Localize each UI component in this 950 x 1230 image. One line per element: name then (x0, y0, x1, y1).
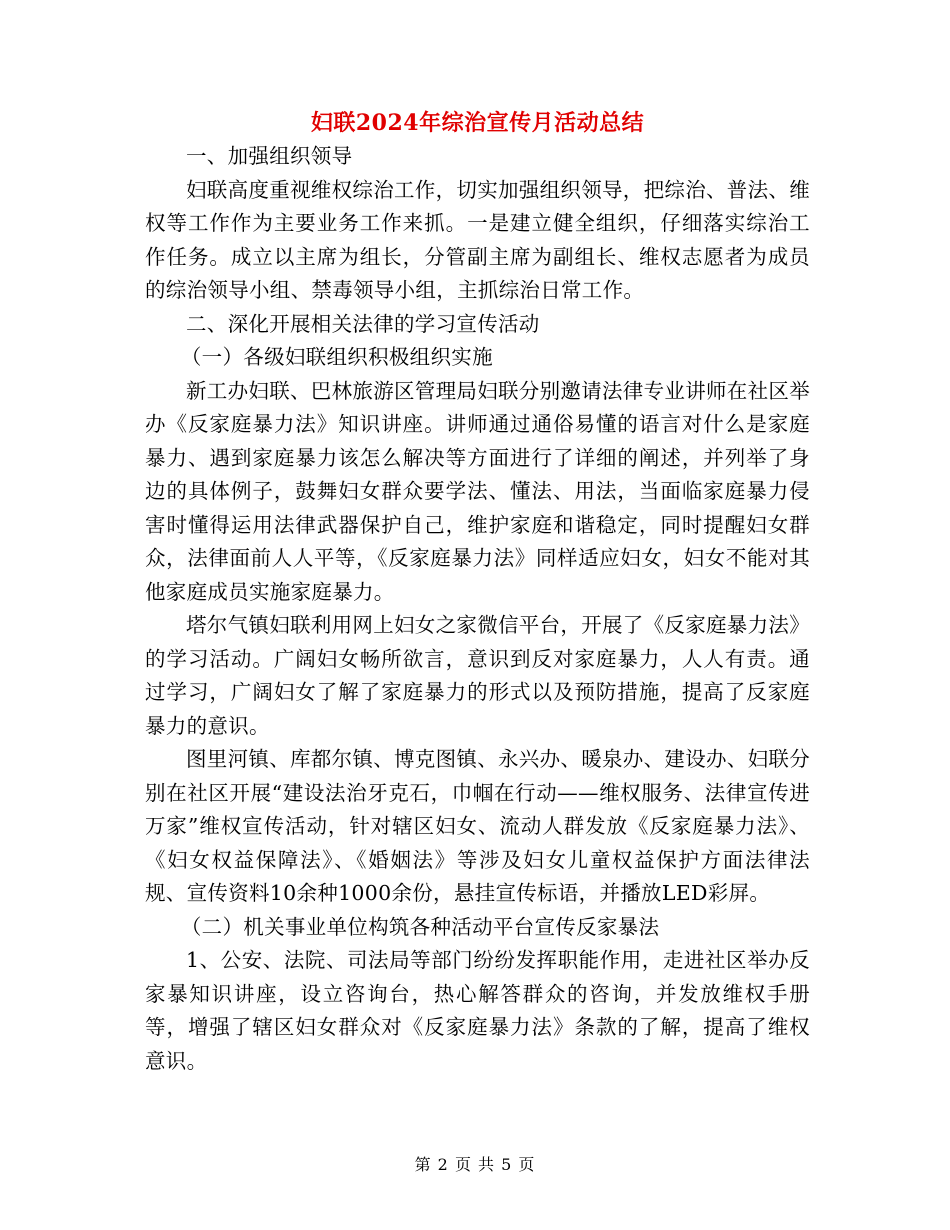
subsection-heading-2: （二）机关事业单位构筑各种活动平台宣传反家暴法 (180, 914, 660, 939)
paragraph-organization: 妇联高度重视维权综治工作，切实加强组织领导，把综治、普法、维权等工作作为主要业务工作来抓。一是建立健全组织，仔细落实综治工作任务。成立以主席为组长，分管副主席为副组长、维权志愿者为成员的综治领导小组、禁毒领导小组，主抓综治日常工作。 (145, 177, 810, 302)
document-page (145, 108, 810, 1078)
page-footer: 第 2 页 共 5 页 (414, 1155, 536, 1174)
section-heading-2: 二、深化开展相关法律的学习宣传活动 (186, 311, 540, 336)
paragraph-agencies: 1、公安、法院、司法局等部门纷纷发挥职能作用，走进社区举办反家暴知识讲座，设立咨询台，热心解答群众的咨询，并发放维权手册等，增强了辖区妇女群众对《反家庭暴力法》条款的了解，提高了维权意识。 (145, 948, 810, 1073)
paragraph-campaign: 图里河镇、库都尔镇、博克图镇、永兴办、暖泉办、建设办、妇联分别在社区开展“建设法治牙克石，巾帼在行动——维权服务、法律宣传进万家”维权宣传活动，针对辖区妇女、流动人群发放《反家庭暴力法》、《妇女权益保障法》、《婚姻法》等涉及妇女儿童权益保护方面法律法规、宣传资料10余种1000余份，悬挂宣传标语，并播放LED彩屏。 (145, 747, 810, 905)
subsection-heading-1: （一）各级妇联组织积极组织实施 (180, 345, 493, 369)
section-heading-1: 一、加强组织领导 (186, 144, 353, 168)
document-title: 妇联2024年综治宣传月活动总结 (310, 110, 645, 136)
paragraph-lecture: 新工办妇联、巴林旅游区管理局妇联分别邀请法律专业讲师在社区举办《反家庭暴力法》知识讲座。讲师通过通俗易懂的语言对什么是家庭暴力、遇到家庭暴力该怎么解决等方面进行了详细的阐述，并列举了身边的具体例子，鼓舞妇女群众要学法、懂法、用法，当面临家庭暴力侵害时懂得运用法律武器保护自己，维护家庭和谐稳定，同时提醒妇女群众，法律面前人人平等，《反家庭暴力法》同样适应妇女，妇女不能对其他家庭成员实施家庭暴力。 (145, 378, 810, 604)
paragraph-wechat: 塔尔气镇妇联利用网上妇女之家微信平台，开展了《反家庭暴力法》的学习活动。广阔妇女畅所欲言，意识到反对家庭暴力，人人有责。通过学习，广阔妇女了解了家庭暴力的形式以及预防措施，提高了反家庭暴力的意识。 (145, 613, 810, 738)
